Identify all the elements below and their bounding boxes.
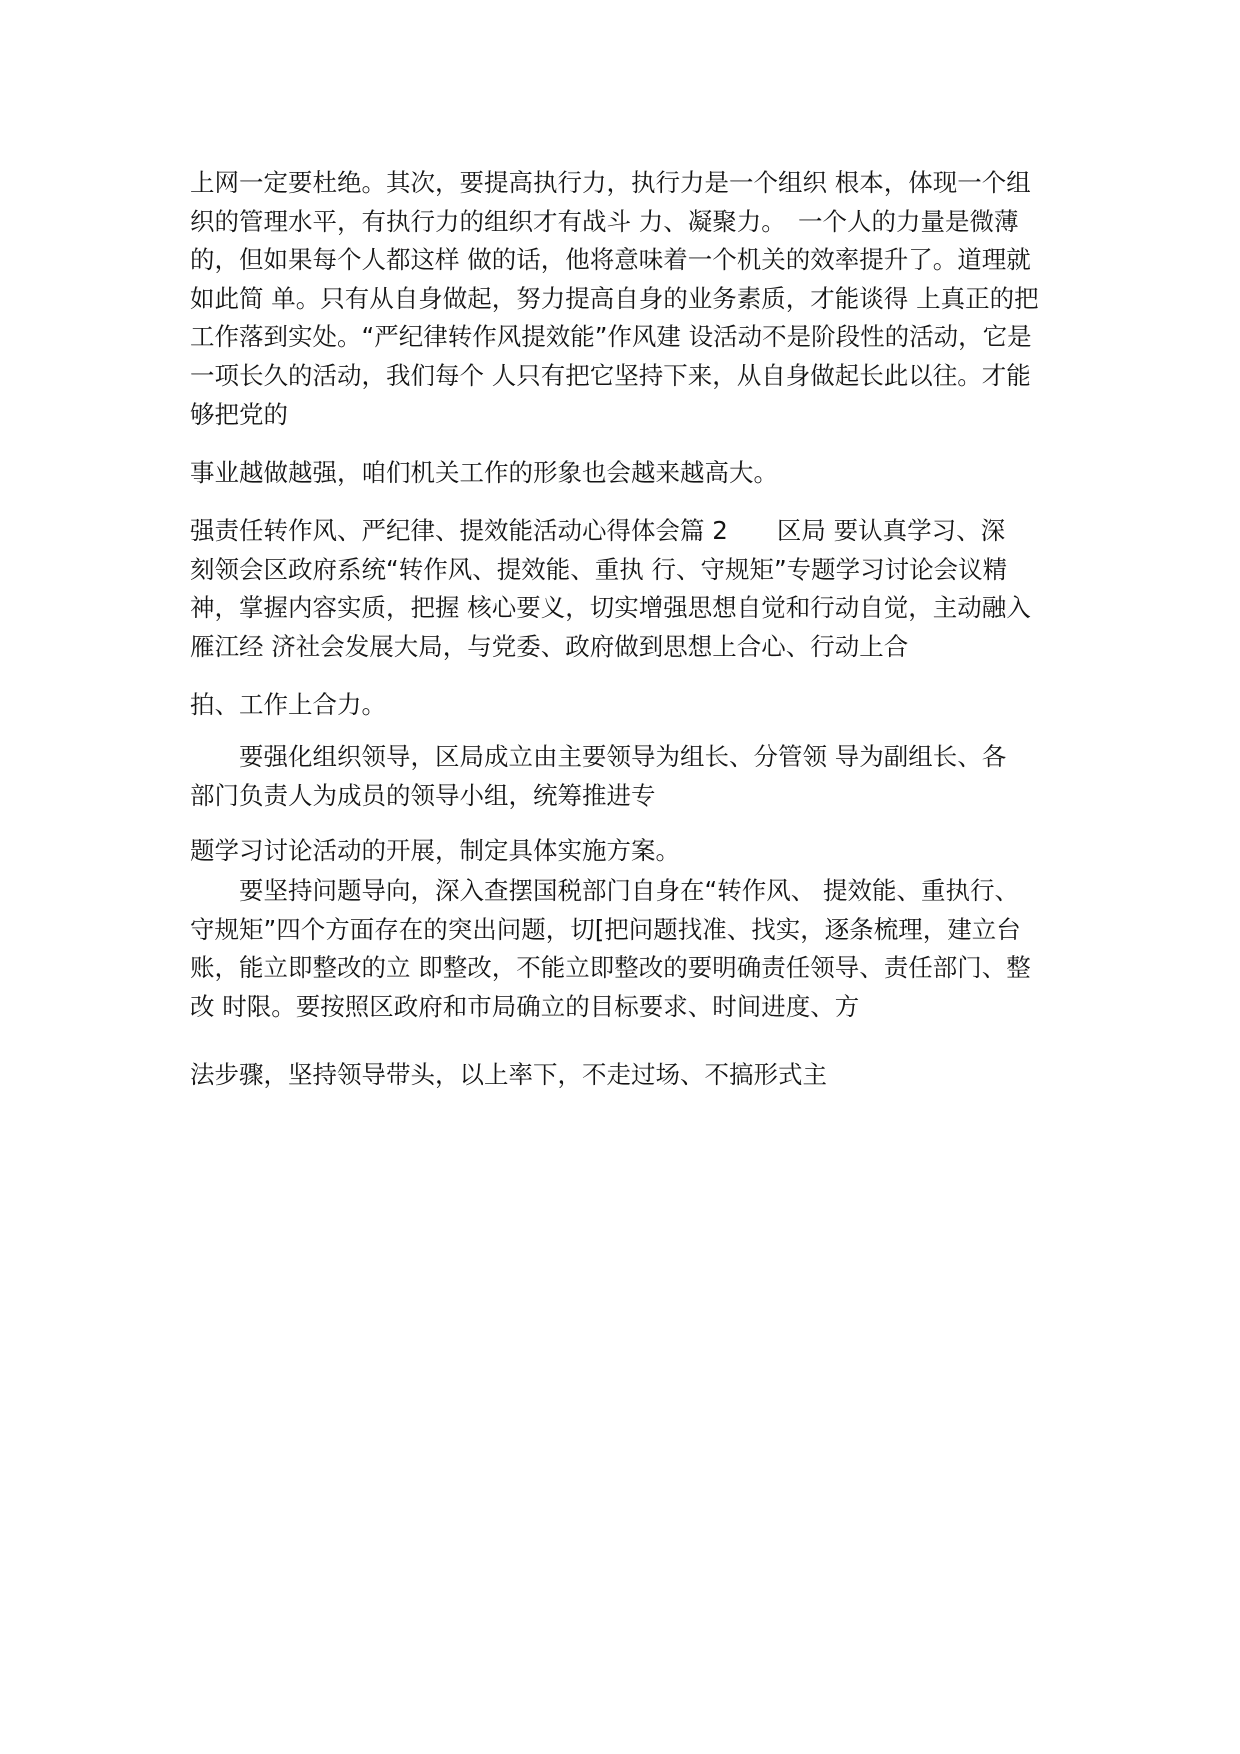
paragraph: 上网一定要杜绝。其次，要提高执行力，执行力是一个组织 根本，体现一个组 织的管理水平，有执行力的组织才有战斗 力、凝聚力。 一个人的力量是微薄 的，但如果每个人都这样 做的话，他将意味着一个机关的效率提升了。道理就 如此简 单。只有从自身做起，努力提高自身的业务素质，才能谈得 上真正的把 工作落到实处。“严纪律转作风提效能”作风建 设活动不是阶段性的活动，它是 一项长久的活动，我们每个 人只有把它坚持下来，从自身做起长此以往。才能 够把党的 bbox=[190, 168, 1039, 429]
paragraph: 拍、工作上合力。 bbox=[190, 690, 386, 719]
paragraph-heading: 强责任转作风、严纪律、提效能活动心得体会篇 2 区局 要认真学习、深 刻领会区政府系统“转作风、提效能、重执 行、守规矩”专题学习讨论会议精 神，掌握内容实质，把握 核心要义，切实增强思想自觉和行动自觉，主动融入 雁江经 济社会发展大局，与党委、政府做到思想上合心、行动上合 bbox=[190, 516, 1031, 661]
paragraph: 法步骤，坚持领导带头，以上率下，不走过场、不搞形式主 bbox=[190, 1060, 827, 1089]
paragraph: 题学习讨论活动的开展，制定具体实施方案。 bbox=[190, 836, 680, 865]
paragraph: 事业越做越强，咱们机关工作的形象也会越来越高大。 bbox=[190, 458, 778, 487]
paragraph: 要坚持问题导向，深入查摆国税部门自身在“转作风、 提效能、重执行、 守规矩”四个方面存在的突出问题，切[把问题找准、找实，逐条梳理，建立台 账，能立即整改的立 即整改，不能立即整改的要明确责任领导、责任部门、整 改 时限。要按照区政府和市局确立的目标要求、时间进度、方 bbox=[190, 876, 1031, 1021]
paragraph: 要强化组织领导，区局成立由主要领导为组长、分管领 导为副组长、各 部门负责人为成员的领导小组，统筹推进专 bbox=[190, 742, 1007, 810]
